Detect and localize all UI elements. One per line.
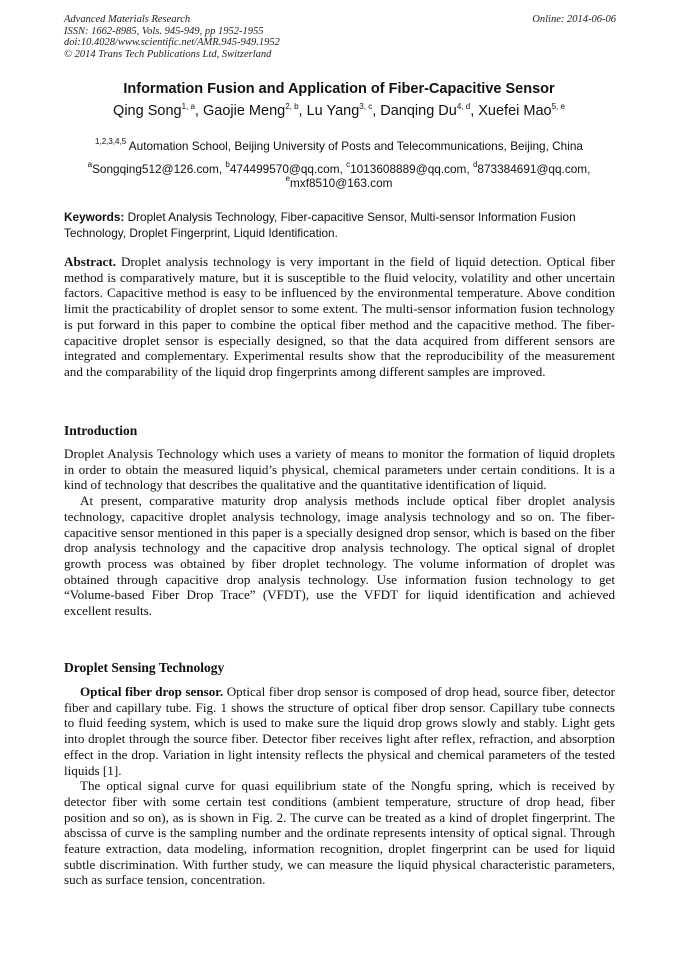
affiliation-text: Automation School, Beijing University of Posts and Telecommunications, Beijing, China — [126, 139, 583, 153]
author-affil-mark: 1, a — [181, 102, 195, 111]
author-affil-mark: 3, c — [359, 102, 373, 111]
email-e: mxf8510@163.com — [289, 176, 393, 190]
sensing-paragraph-1 — [64, 684, 615, 778]
issn-line: ISSN: 1662-8985, Vols. 945-949, pp 1952-1955 — [64, 25, 264, 37]
abstract-paragraph — [64, 254, 615, 380]
email-mark: e — [285, 174, 290, 183]
copyright-line: © 2014 Trans Tech Publications Ltd, Switzerland — [64, 48, 272, 60]
email-mark: c — [346, 160, 351, 169]
sensing-paragraph-2: The optical signal curve for quasi equilibrium state of the Nongfu spring, which is received by detector fiber with some certain test conditions (ambient temperature, structure of drop head, fiber position and so on), as is shown in Fig. 2. The curve can be treated as a kind of droplet fingerprint. The abscissa of curve is the sampling number and the ordinate represents intensity of optical signal. Through feature extraction, data modeling, information recognition, droplet fingerprint can be used for liquid subtle discrimination. With further study, we can measure the liquid physical characteristic parameters, such as surface tension, concentration. — [64, 778, 615, 888]
introduction-paragraph-2: At present, comparative maturity drop analysis methods include optical fiber droplet analysis technology, capacitive droplet analysis technology, image analysis technology and so on. The fiber-capacitive sensor mentioned in this paper is a specially designed drop sensor, which is based on the fiber drop analysis technology and the capacitive drop analysis technology. The optical signal of droplet growth process was obtained by fiber droplet technology. The volume information of droplet was obtained through capacitive drop analysis technology. Use information fusion technology to get “Volume-based Fiber Drop Trace” (VFDT), use the VFDT for liquid identification and achieved excellent results. — [64, 493, 615, 619]
sensing-paragraph-1-lead: Optical fiber drop sensor. — [80, 684, 224, 699]
abstract — [64, 254, 615, 380]
email-list — [0, 162, 678, 190]
keywords-text: Droplet Analysis Technology, Fiber-capacitive Sensor, Multi-sensor Information Fusion Technology, Droplet Fingerprint, Liquid Identification. — [64, 210, 576, 240]
abstract-label: Abstract. — [64, 254, 116, 269]
author-separator: , — [372, 103, 381, 119]
email-c: 1013608889@qq.com, — [350, 162, 473, 176]
paper-title: Information Fusion and Application of Fiber-Capacitive Sensor — [123, 81, 555, 97]
author-name: Danqing Du — [380, 103, 457, 119]
sensing-heading: Droplet Sensing Technology — [64, 660, 225, 675]
author-separator: , — [298, 103, 307, 119]
journal-name: Advanced Materials Research — [64, 14, 191, 25]
author-list — [0, 103, 678, 119]
email-d: 873384691@qq.com, — [477, 162, 591, 176]
online-date: Online: 2014-06-06 — [532, 14, 616, 25]
introduction-heading: Introduction — [64, 423, 138, 438]
email-mark: a — [87, 160, 93, 169]
author-separator: , — [194, 103, 203, 119]
email-mark: d — [472, 160, 478, 169]
doi-line: doi:10.4028/www.scientific.net/AMR.945-949.1952 — [64, 37, 280, 48]
author-affil-mark: 4, d — [456, 102, 471, 111]
introduction-paragraph-1: Droplet Analysis Technology which uses a variety of means to monitor the formation of liquid droplets in order to obtain the measured liquid’s physical, chemical parameters under certain conditions. It is a kind of technology that describes the qualitative and the quantitative identification of liquid. — [64, 446, 615, 493]
email-a: Songqing512@126.com, — [92, 162, 226, 176]
author-separator: , — [470, 103, 479, 119]
email-b: 474499570@qq.com, — [229, 162, 347, 176]
introduction-body — [64, 446, 615, 619]
affiliation — [0, 139, 678, 153]
affiliation-mark: 1,2,3,4,5 — [95, 137, 127, 146]
author-name: Xuefei Mao — [478, 103, 552, 119]
author-name: Qing Song — [113, 103, 182, 119]
keywords-label: Keywords: — [64, 210, 125, 224]
sensing-paragraph-1-text: Optical fiber drop sensor is composed of drop head, source fiber, detector fiber and capillary tube. Fig. 1 shows the structure of optical fiber drop sensor. Capillary tube connects to fluid feeding system, which is used to make sure the liquid drop grows slowly and stably. Light gets into droplet through the source fiber. Detector fiber receives light after reflex, refraction, and absorption effect in the drop. Variation in light intensity reflects the physical and chemical parameters of the tested liquids [1]. — [64, 684, 615, 778]
journal-header — [64, 14, 280, 60]
author-name: Lu Yang — [306, 103, 360, 119]
author-affil-mark: 2, b — [285, 102, 299, 111]
email-mark: b — [225, 160, 230, 169]
abstract-text: Droplet analysis technology is very important in the field of liquid detection. Optical fiber method is comparatively mature, but it is susceptible to the fluid velocity, volatility and other uncertain factors. Capacitive method is easy to be influenced by the environmental temperature. Above condition limit the practicability of droplet sensor to some extent. The multi-sensor information fusion technology is put forward in this paper to combine the optical fiber method and the capacitive method. The fiber-capacitive droplet sensor is especially designed, so that the data acquired from different sensors are integrated and complementary. Experimental results show that the reproducibility of the measurement and the comparability of the liquid drop fingerprints among different samples are improved. — [64, 254, 615, 379]
sensing-body — [64, 684, 615, 888]
author-affil-mark: 5, e — [551, 102, 565, 111]
author-name: Gaojie Meng — [202, 103, 286, 119]
keywords — [64, 210, 615, 241]
